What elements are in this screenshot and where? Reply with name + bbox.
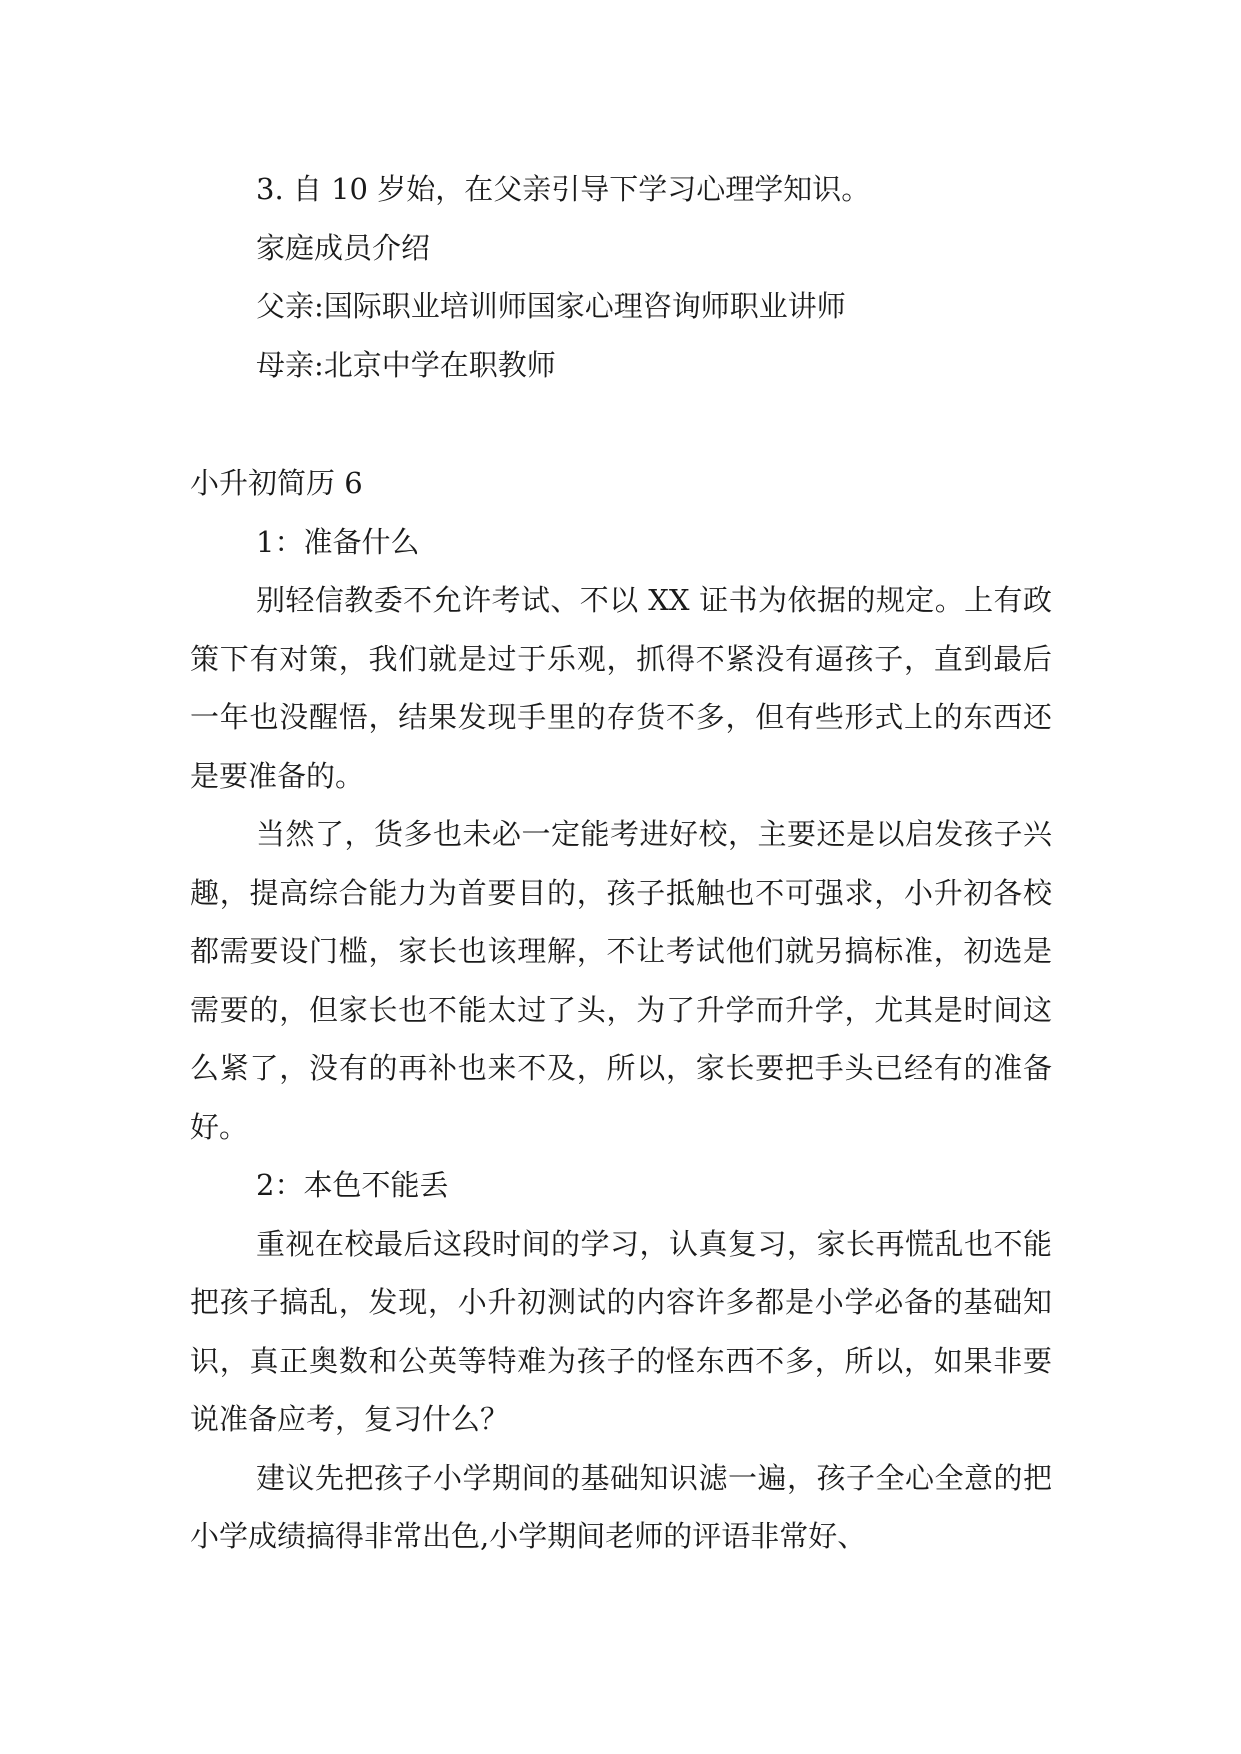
section-title: 小升初简历 6 (190, 466, 363, 500)
father-line: 父亲:国际职业培训师国家心理咨询师职业讲师 (256, 289, 846, 323)
section-gap (190, 394, 1052, 454)
item1-heading: 1：准备什么 (256, 524, 420, 559)
item2-paragraph-2: 建议先把孩子小学期间的基础知识滤一遍，孩子全心全意的把小学成绩搞得非常出色,小学期间老师的评语非常好、 (190, 1460, 1052, 1553)
mother-line: 母亲:北京中学在职教师 (256, 347, 556, 382)
intro-line-1: 3. 自 10 岁始，在父亲引导下学习心理学知识。 (256, 172, 871, 206)
item2-paragraph-1: 重视在校最后这段时间的学习，认真复习，家长再慌乱也不能把孩子搞乱，发现，小升初测试的内容许多都是小学必备的基础知识，真正奥数和公英等特难为孩子的怪东西不多，所以，如果非要说准备应考，复习什么？ (190, 1226, 1052, 1436)
family-members-heading: 家庭成员介绍 (256, 230, 431, 265)
item1-paragraph-1: 别轻信教委不允许考试、不以 XX 证书为依据的规定。上有政策下有对策，我们就是过于乐观，抓得不紧没有逼孩子，直到最后一年也没醒悟，结果发现手里的存货不多，但有些形式上的东西还是要准备的。 (190, 583, 1052, 793)
item1-paragraph-2: 当然了，货多也未必一定能考进好校，主要还是以启发孩子兴趣，提高综合能力为首要目的，孩子抵触也不可强求，小升初各校都需要设门槛，家长也该理解，不让考试他们就另搞标准，初选是需要的，但家长也不能太过了头，为了升学而升学，尤其是时间这么紧了，没有的再补也来不及，所以，家长要把手头已经有的准备好。 (190, 817, 1052, 1144)
item2-heading: 2：本色不能丢 (256, 1168, 449, 1202)
document-body (190, 160, 1052, 1566)
